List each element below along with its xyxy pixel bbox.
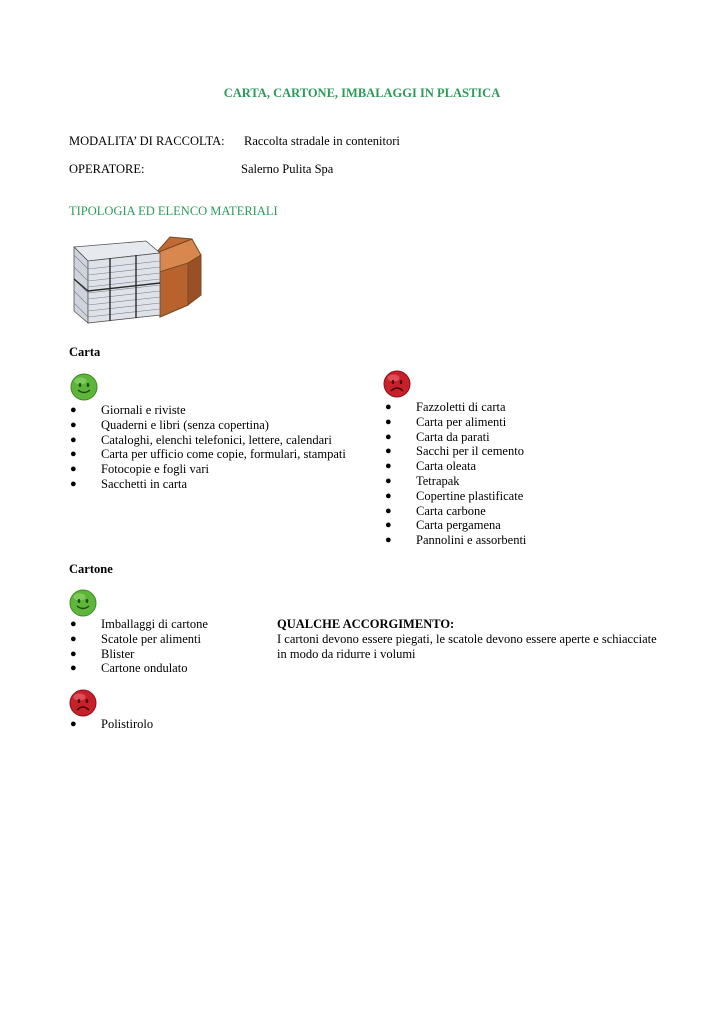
list-item: ● Carta per alimenti [385, 414, 507, 429]
smiley-face-icon [70, 373, 98, 401]
list-item: ● Scatole per alimenti [70, 631, 201, 646]
list-item: ● Giornali e riviste [70, 403, 186, 417]
tip-heading: QUALCHE ACCORGIMENTO: [277, 617, 455, 631]
tip-line-2: in modo da ridurre i volumi [277, 647, 416, 661]
list-item: ● Blister [70, 646, 135, 661]
list-item: ● Polistirolo [70, 717, 154, 731]
list-item: ● Quaderni e libri (senza copertina) [70, 417, 269, 432]
list-item: ● Carta pergamena [385, 518, 501, 533]
list-item: ● Imballaggi di cartone [70, 617, 208, 631]
list-item: ● Fazzoletti di carta [385, 400, 506, 414]
list-item: ● Pannolini e assorbenti [385, 533, 527, 548]
list-item: ● Carta oleata [385, 459, 477, 474]
cartone-yes-list [70, 617, 208, 676]
list-item: ● Sacchetti in carta [70, 476, 188, 491]
cartone-heading: Cartone [69, 562, 113, 576]
list-item: ● Carta carbone [385, 503, 486, 518]
list-item: ● Tetrapak [385, 473, 460, 488]
list-item: ● Sacchi per il cemento [385, 444, 524, 459]
list-item: ● Carta da parati [385, 429, 490, 444]
operatore-value: Salerno Pulita Spa [241, 162, 334, 176]
frowning-face-icon [383, 370, 411, 398]
cartone-no-list [70, 717, 154, 732]
modalita-value: Raccolta stradale in contenitori [244, 134, 400, 148]
operatore-label: OPERATORE: [69, 162, 145, 176]
tip-line-1: I cartoni devono essere piegati, le scatole devono essere aperte e schiacciate [277, 632, 657, 646]
carta-yes-list [70, 403, 346, 492]
list-item: ● Cartone ondulato [70, 661, 188, 676]
carta-no-list [385, 400, 527, 548]
list-item: ● Carta per ufficio come copie, formulari, stampati [70, 447, 346, 462]
section-heading: TIPOLOGIA ED ELENCO MATERIALI [69, 204, 278, 218]
page-title: CARTA, CARTONE, IMBALAGGI IN PLASTICA [223, 86, 501, 100]
frowning-face-icon [69, 689, 97, 717]
carta-heading: Carta [69, 345, 101, 359]
list-item: ● Cataloghi, elenchi telefonici, lettere, calendari [70, 432, 332, 447]
paper-stack-and-box-icon [70, 233, 204, 329]
list-item: ● Copertine plastificate [385, 488, 524, 503]
list-item: ● Fotocopie e fogli vari [70, 462, 209, 477]
modalita-label: MODALITA’ DI RACCOLTA: [69, 134, 225, 148]
smiley-face-icon [69, 589, 97, 617]
